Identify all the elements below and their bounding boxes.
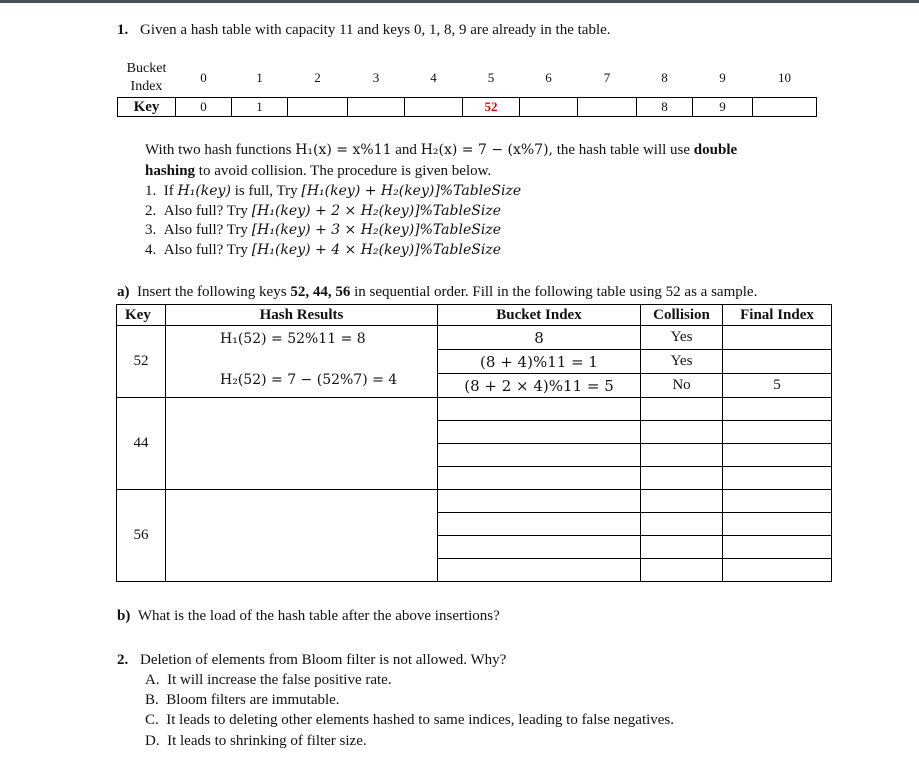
bucket-index-cell: 0	[200, 70, 207, 85]
table-row	[117, 490, 832, 513]
collision-input-cell[interactable]	[641, 467, 723, 490]
final-index-input-cell[interactable]	[723, 490, 832, 513]
header-key: Key	[117, 305, 166, 326]
collision-input-cell[interactable]	[641, 536, 723, 559]
bucket-index-cell: 9	[719, 70, 726, 85]
bucket-table	[117, 59, 817, 117]
bucket-index-input-cell[interactable]	[438, 444, 641, 467]
option-b[interactable]: B. Bloom filters are immutable.	[145, 692, 340, 708]
bucket-key-cell: 9	[693, 98, 753, 117]
header-bucket-index: Bucket Index	[438, 305, 641, 326]
hash-results-cell[interactable]	[166, 398, 438, 490]
insertion-table	[116, 304, 832, 582]
h1-definition: H₁(x) = x%11	[295, 142, 392, 158]
header-hash-results: Hash Results	[166, 305, 438, 326]
header-final-index: Final Index	[723, 305, 832, 326]
bucket-index-input-cell[interactable]	[438, 398, 641, 421]
hashing-line: hashing to avoid collision. The procedure is given below.	[145, 163, 492, 179]
procedure-step: 3. Also full? Try [H₁(key) + 3 × H₂(key)]%TableSize	[145, 222, 501, 238]
bucket-index-input-cell[interactable]	[438, 559, 641, 582]
key-cell: 56	[117, 490, 166, 582]
bucket-key-cell	[520, 98, 578, 117]
hash-results-cell[interactable]	[166, 490, 438, 582]
bucket-index-input-cell[interactable]	[438, 467, 641, 490]
bucket-key-cell-highlight: 52	[463, 98, 520, 117]
option-a[interactable]: A. It will increase the false positive rate.	[145, 672, 392, 688]
part-a-prompt: a) Insert the following keys 52, 44, 56 in sequential order. Fill in the following table using 52 as a sample.	[117, 284, 758, 300]
collision-result: Yes	[641, 350, 723, 374]
bucket-index-input-cell[interactable]	[438, 421, 641, 444]
procedure-step: 2. Also full? Try [H₁(key) + 2 × H₂(key)]%TableSize	[145, 203, 501, 219]
bucket-index-input-cell[interactable]	[438, 513, 641, 536]
question-1-intro: Given a hash table with capacity 11 and keys 0, 1, 8, 9 are already in the table.	[140, 22, 611, 38]
bucket-key-cell	[405, 98, 463, 117]
bucket-key-cell	[348, 98, 405, 117]
collision-input-cell[interactable]	[641, 398, 723, 421]
bucket-index-cell: 10	[778, 70, 791, 85]
hash-functions-line: With two hash functions H₁(x) = x%11 and H₂(x) = 7 − (x%7), the hash table will use double	[145, 142, 738, 158]
final-index-cell	[723, 326, 832, 350]
part-b-question: b) What is the load of the hash table after the above insertions?	[117, 608, 500, 624]
procedure-step: 1. If H₁(key) is full, Try [H₁(key) + H₂(key)]%TableSize	[145, 183, 522, 199]
bucket-index-result: 8	[438, 326, 641, 350]
key-cell: 52	[117, 326, 166, 398]
bucket-key-cell: 1	[232, 98, 288, 117]
collision-input-cell[interactable]	[641, 490, 723, 513]
final-index-input-cell[interactable]	[723, 421, 832, 444]
bucket-index-label: Bucket Index	[126, 61, 167, 94]
collision-input-cell[interactable]	[641, 421, 723, 444]
collision-input-cell[interactable]	[641, 559, 723, 582]
option-d[interactable]: D. It leads to shrinking of filter size.	[145, 733, 367, 749]
h1-result: H₁(52) = 52%11 = 8	[220, 331, 366, 347]
final-index-input-cell[interactable]	[723, 398, 832, 421]
bucket-index-cell: 8	[661, 70, 668, 85]
procedure-step: 4. Also full? Try [H₁(key) + 4 × H₂(key)]%TableSize	[145, 242, 501, 258]
bucket-index-cell: 1	[256, 70, 263, 85]
table-row	[117, 398, 832, 421]
h2-result: H₂(52) = 7 − (52%7) = 4	[220, 372, 398, 388]
bucket-key-cell: 0	[176, 98, 232, 117]
header-collision: Collision	[641, 305, 723, 326]
collision-result: Yes	[641, 326, 723, 350]
final-index-input-cell[interactable]	[723, 467, 832, 490]
question-1-heading	[117, 22, 611, 39]
question-2-heading: 2. Deletion of elements from Bloom filter is not allowed. Why?	[117, 652, 507, 668]
final-index-input-cell[interactable]	[723, 536, 832, 559]
bucket-key-cell: 8	[637, 98, 693, 117]
collision-result: No	[641, 374, 723, 398]
final-index-result: 5	[723, 374, 832, 398]
option-c[interactable]: C. It leads to deleting other elements hashed to same indices, leading to false negatives.	[145, 712, 675, 728]
question-number: 1.	[117, 22, 129, 38]
insertion-table-header	[117, 305, 832, 326]
final-index-cell	[723, 350, 832, 374]
collision-input-cell[interactable]	[641, 444, 723, 467]
final-index-input-cell[interactable]	[723, 559, 832, 582]
bucket-index-input-cell[interactable]	[438, 536, 641, 559]
bucket-index-cell: 2	[314, 70, 321, 85]
bucket-index-result: (8 + 2 × 4)%11 = 5	[438, 374, 641, 398]
bucket-key-cell	[288, 98, 348, 117]
collision-input-cell[interactable]	[641, 513, 723, 536]
window-top-border	[0, 0, 919, 3]
bucket-key-cell	[578, 98, 637, 117]
bucket-index-cell: 6	[545, 70, 552, 85]
bucket-index-cell: 7	[603, 70, 611, 85]
key-cell: 44	[117, 398, 166, 490]
bucket-index-cell: 3	[372, 70, 380, 85]
bucket-index-cell: 5	[487, 70, 495, 85]
final-index-input-cell[interactable]	[723, 513, 832, 536]
hash-results-cell	[166, 326, 438, 398]
bucket-key-cell	[753, 98, 817, 117]
table-row	[117, 326, 832, 350]
key-label: Key	[118, 98, 176, 117]
bucket-index-result: (8 + 4)%11 = 1	[438, 350, 641, 374]
h2-definition: H₂(x) = 7 − (x%7),	[420, 142, 553, 158]
bucket-index-input-cell[interactable]	[438, 490, 641, 513]
final-index-input-cell[interactable]	[723, 444, 832, 467]
bucket-index-cell: 4	[430, 70, 437, 85]
